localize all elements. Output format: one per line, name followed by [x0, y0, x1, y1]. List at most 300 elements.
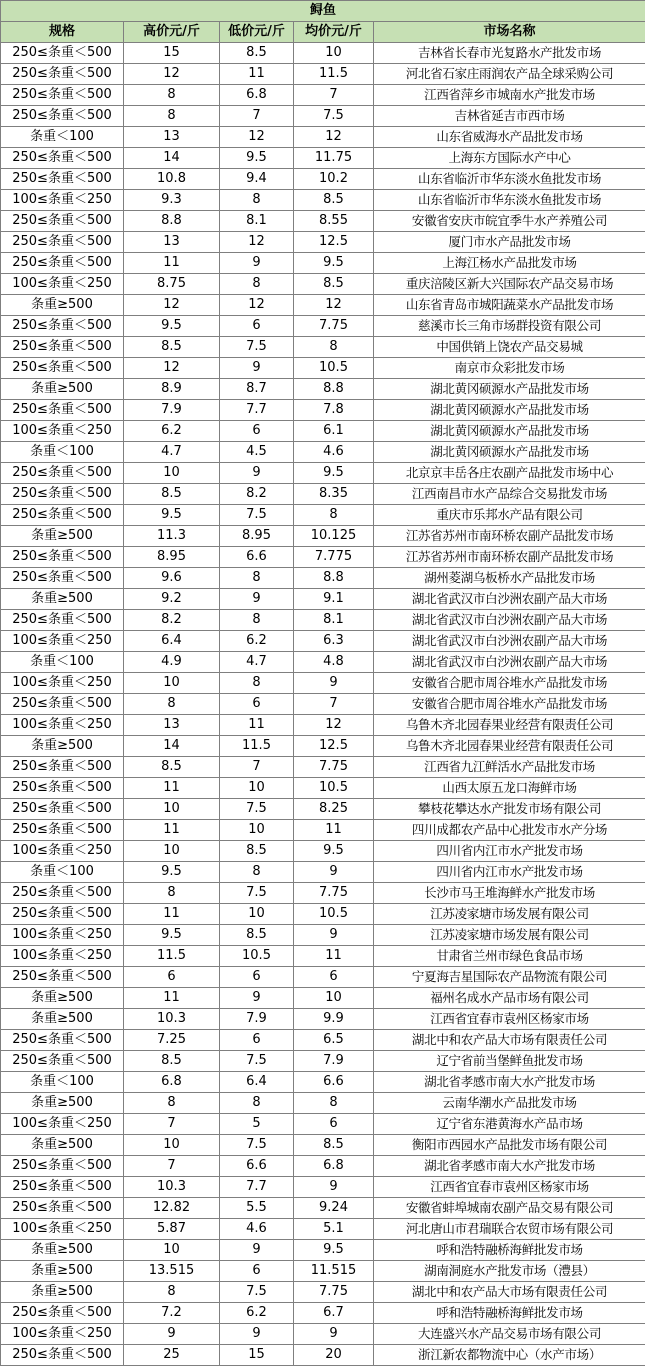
- cell-market: 四川成都农产品中心批发市水产分场: [374, 820, 645, 841]
- cell-spec: 250≤条重＜500: [1, 358, 124, 379]
- table-row: [1, 904, 645, 925]
- cell-high-price: 13: [124, 127, 220, 148]
- cell-avg-price: 8: [294, 337, 374, 358]
- cell-low-price: 5.5: [220, 1198, 294, 1219]
- cell-spec: 条重＜100: [1, 862, 124, 883]
- cell-market: 宁夏海吉星国际农产品物流有限公司: [374, 967, 645, 988]
- cell-market: 湖北黄冈硕源水产品批发市场: [374, 379, 645, 400]
- title-row: [1, 1, 645, 22]
- table-row: [1, 379, 645, 400]
- cell-low-price: 6.4: [220, 1072, 294, 1093]
- cell-market: 浙江新农都物流中心（水产市场）: [374, 1345, 645, 1366]
- cell-market: 江西省宜春市袁州区杨家市场: [374, 1177, 645, 1198]
- cell-low-price: 6: [220, 694, 294, 715]
- cell-high-price: 8: [124, 1282, 220, 1303]
- cell-avg-price: 6.7: [294, 1303, 374, 1324]
- cell-avg-price: 9.5: [294, 463, 374, 484]
- cell-spec: 250≤条重＜500: [1, 778, 124, 799]
- cell-avg-price: 10.5: [294, 358, 374, 379]
- cell-low-price: 10: [220, 820, 294, 841]
- table-row: [1, 1261, 645, 1282]
- cell-high-price: 7.9: [124, 400, 220, 421]
- table-body: [1, 43, 645, 1366]
- table-row: [1, 925, 645, 946]
- table-row: [1, 1177, 645, 1198]
- cell-avg-price: 6: [294, 967, 374, 988]
- cell-spec: 100≤条重＜250: [1, 190, 124, 211]
- cell-high-price: 13: [124, 715, 220, 736]
- cell-market: 北京京丰岳各庄农副产品批发市场中心: [374, 463, 645, 484]
- table-row: [1, 694, 645, 715]
- header-high-price: 高价元/斤: [124, 22, 220, 43]
- cell-market: 慈溪市长三角市场群投资有限公司: [374, 316, 645, 337]
- cell-spec: 100≤条重＜250: [1, 274, 124, 295]
- cell-high-price: 9.2: [124, 589, 220, 610]
- table-row: [1, 148, 645, 169]
- cell-low-price: 7.7: [220, 1177, 294, 1198]
- cell-spec: 250≤条重＜500: [1, 463, 124, 484]
- cell-low-price: 10: [220, 778, 294, 799]
- cell-spec: 条重≥500: [1, 1093, 124, 1114]
- table-row: [1, 799, 645, 820]
- cell-market: 长沙市马王堆海鲜水产批发市场: [374, 883, 645, 904]
- cell-avg-price: 8.35: [294, 484, 374, 505]
- cell-spec: 100≤条重＜250: [1, 841, 124, 862]
- cell-market: 攀枝花攀达水产批发市场有限公司: [374, 799, 645, 820]
- cell-spec: 250≤条重＜500: [1, 85, 124, 106]
- cell-low-price: 6: [220, 967, 294, 988]
- cell-spec: 250≤条重＜500: [1, 1303, 124, 1324]
- cell-market: 呼和浩特融桥海鲜批发市场: [374, 1303, 645, 1324]
- cell-high-price: 6.2: [124, 421, 220, 442]
- header-low-price: 低价元/斤: [220, 22, 294, 43]
- cell-low-price: 7: [220, 106, 294, 127]
- cell-market: 安徽省蚌埠城南农副产品交易有限公司: [374, 1198, 645, 1219]
- cell-spec: 100≤条重＜250: [1, 1219, 124, 1240]
- table-row: [1, 988, 645, 1009]
- cell-market: 江苏省苏州市南环桥农副产品批发市场: [374, 526, 645, 547]
- table-row: [1, 1324, 645, 1345]
- cell-market: 山东省临沂市华东淡水鱼批发市场: [374, 190, 645, 211]
- cell-high-price: 11: [124, 904, 220, 925]
- cell-high-price: 9.5: [124, 505, 220, 526]
- cell-market: 山东省威海水产品批发市场: [374, 127, 645, 148]
- table-row: [1, 1093, 645, 1114]
- cell-market: 江西省宜春市袁州区杨家市场: [374, 1009, 645, 1030]
- cell-avg-price: 8.25: [294, 799, 374, 820]
- cell-low-price: 12: [220, 127, 294, 148]
- cell-high-price: 8.2: [124, 610, 220, 631]
- cell-spec: 250≤条重＜500: [1, 148, 124, 169]
- cell-high-price: 9.5: [124, 862, 220, 883]
- cell-avg-price: 8.8: [294, 568, 374, 589]
- cell-avg-price: 11.515: [294, 1261, 374, 1282]
- cell-low-price: 7.7: [220, 400, 294, 421]
- cell-low-price: 10.5: [220, 946, 294, 967]
- cell-avg-price: 7: [294, 694, 374, 715]
- cell-high-price: 8: [124, 694, 220, 715]
- table-row: [1, 967, 645, 988]
- cell-high-price: 6.4: [124, 631, 220, 652]
- table-row: [1, 1219, 645, 1240]
- table-row: [1, 274, 645, 295]
- cell-low-price: 9: [220, 358, 294, 379]
- table-row: [1, 1345, 645, 1366]
- cell-high-price: 8.95: [124, 547, 220, 568]
- cell-spec: 条重＜100: [1, 1072, 124, 1093]
- table-row: [1, 1135, 645, 1156]
- table-row: [1, 106, 645, 127]
- cell-low-price: 8: [220, 610, 294, 631]
- cell-low-price: 8.1: [220, 211, 294, 232]
- table-row: [1, 610, 645, 631]
- cell-low-price: 6: [220, 316, 294, 337]
- cell-low-price: 8.5: [220, 841, 294, 862]
- table-row: [1, 883, 645, 904]
- cell-spec: 条重≥500: [1, 1240, 124, 1261]
- cell-spec: 250≤条重＜500: [1, 316, 124, 337]
- cell-avg-price: 9.9: [294, 1009, 374, 1030]
- cell-high-price: 9.6: [124, 568, 220, 589]
- table-row: [1, 841, 645, 862]
- table-row: [1, 190, 645, 211]
- cell-low-price: 15: [220, 1345, 294, 1366]
- cell-market: 江苏凌家塘市场发展有限公司: [374, 904, 645, 925]
- table-row: [1, 127, 645, 148]
- cell-high-price: 13.515: [124, 1261, 220, 1282]
- cell-low-price: 7.5: [220, 337, 294, 358]
- cell-high-price: 8.5: [124, 757, 220, 778]
- cell-avg-price: 9.5: [294, 253, 374, 274]
- cell-high-price: 12: [124, 295, 220, 316]
- cell-spec: 条重≥500: [1, 526, 124, 547]
- table-row: [1, 358, 645, 379]
- cell-low-price: 8.7: [220, 379, 294, 400]
- cell-avg-price: 8.5: [294, 1135, 374, 1156]
- cell-low-price: 6: [220, 1030, 294, 1051]
- cell-high-price: 6.8: [124, 1072, 220, 1093]
- cell-spec: 250≤条重＜500: [1, 694, 124, 715]
- table-row: [1, 1114, 645, 1135]
- cell-high-price: 8.75: [124, 274, 220, 295]
- cell-avg-price: 12.5: [294, 232, 374, 253]
- cell-low-price: 8: [220, 862, 294, 883]
- cell-market: 湖北省孝感市南大水产批发市场: [374, 1156, 645, 1177]
- cell-avg-price: 11.75: [294, 148, 374, 169]
- cell-spec: 250≤条重＜500: [1, 232, 124, 253]
- cell-avg-price: 6.8: [294, 1156, 374, 1177]
- cell-avg-price: 7.75: [294, 757, 374, 778]
- cell-avg-price: 9.5: [294, 1240, 374, 1261]
- cell-spec: 250≤条重＜500: [1, 1156, 124, 1177]
- cell-high-price: 9.3: [124, 190, 220, 211]
- table-row: [1, 337, 645, 358]
- cell-spec: 250≤条重＜500: [1, 64, 124, 85]
- cell-high-price: 14: [124, 148, 220, 169]
- cell-spec: 条重＜100: [1, 652, 124, 673]
- cell-avg-price: 9.1: [294, 589, 374, 610]
- cell-avg-price: 10.2: [294, 169, 374, 190]
- cell-avg-price: 9: [294, 925, 374, 946]
- cell-high-price: 4.9: [124, 652, 220, 673]
- cell-high-price: 7.25: [124, 1030, 220, 1051]
- cell-market: 湖北省武汉市白沙洲农副产品大市场: [374, 589, 645, 610]
- cell-market: 江西南昌市水产品综合交易批发市场: [374, 484, 645, 505]
- cell-market: 湖北省孝感市南大水产批发市场: [374, 1072, 645, 1093]
- cell-low-price: 11.5: [220, 736, 294, 757]
- cell-spec: 100≤条重＜250: [1, 715, 124, 736]
- cell-spec: 250≤条重＜500: [1, 820, 124, 841]
- cell-low-price: 9: [220, 988, 294, 1009]
- cell-spec: 条重≥500: [1, 1135, 124, 1156]
- cell-spec: 250≤条重＜500: [1, 568, 124, 589]
- cell-market: 辽宁省东港黄海水产品市场: [374, 1114, 645, 1135]
- cell-spec: 条重≥500: [1, 1261, 124, 1282]
- cell-avg-price: 9.5: [294, 841, 374, 862]
- cell-avg-price: 8: [294, 505, 374, 526]
- table-row: [1, 862, 645, 883]
- cell-avg-price: 6.6: [294, 1072, 374, 1093]
- cell-spec: 100≤条重＜250: [1, 631, 124, 652]
- cell-high-price: 5.87: [124, 1219, 220, 1240]
- cell-avg-price: 12: [294, 715, 374, 736]
- table-row: [1, 1030, 645, 1051]
- table-row: [1, 778, 645, 799]
- cell-market: 上海江杨水产品批发市场: [374, 253, 645, 274]
- cell-high-price: 8: [124, 883, 220, 904]
- cell-avg-price: 7.75: [294, 1282, 374, 1303]
- cell-avg-price: 10: [294, 988, 374, 1009]
- cell-low-price: 12: [220, 232, 294, 253]
- cell-high-price: 11: [124, 253, 220, 274]
- cell-spec: 250≤条重＜500: [1, 757, 124, 778]
- cell-spec: 条重≥500: [1, 1282, 124, 1303]
- cell-low-price: 11: [220, 64, 294, 85]
- cell-market: 江苏凌家塘市场发展有限公司: [374, 925, 645, 946]
- cell-spec: 条重≥500: [1, 736, 124, 757]
- cell-spec: 250≤条重＜500: [1, 169, 124, 190]
- header-avg-price: 均价元/斤: [294, 22, 374, 43]
- cell-spec: 250≤条重＜500: [1, 484, 124, 505]
- table-row: [1, 1051, 645, 1072]
- cell-market: 厦门市水产品批发市场: [374, 232, 645, 253]
- cell-avg-price: 8: [294, 1093, 374, 1114]
- cell-low-price: 8: [220, 274, 294, 295]
- cell-low-price: 8: [220, 1093, 294, 1114]
- table-row: [1, 1072, 645, 1093]
- cell-market: 湖北中和农产品大市场有限责任公司: [374, 1030, 645, 1051]
- table-row: [1, 505, 645, 526]
- table-row: [1, 1282, 645, 1303]
- table-row: [1, 1303, 645, 1324]
- cell-spec: 250≤条重＜500: [1, 1051, 124, 1072]
- table-title: 鲟鱼: [1, 1, 645, 22]
- cell-low-price: 9: [220, 589, 294, 610]
- cell-market: 乌鲁木齐北园春果业经营有限责任公司: [374, 736, 645, 757]
- cell-avg-price: 8.1: [294, 610, 374, 631]
- cell-high-price: 7.2: [124, 1303, 220, 1324]
- cell-market: 呼和浩特融桥海鲜批发市场: [374, 1240, 645, 1261]
- table-row: [1, 1198, 645, 1219]
- cell-market: 江苏省苏州市南环桥农副产品批发市场: [374, 547, 645, 568]
- cell-spec: 100≤条重＜250: [1, 925, 124, 946]
- table-row: [1, 946, 645, 967]
- cell-spec: 100≤条重＜250: [1, 421, 124, 442]
- cell-spec: 100≤条重＜250: [1, 673, 124, 694]
- cell-avg-price: 20: [294, 1345, 374, 1366]
- cell-high-price: 10: [124, 841, 220, 862]
- table-row: [1, 673, 645, 694]
- cell-low-price: 6.2: [220, 631, 294, 652]
- cell-high-price: 8.9: [124, 379, 220, 400]
- cell-high-price: 8: [124, 85, 220, 106]
- cell-spec: 250≤条重＜500: [1, 505, 124, 526]
- cell-spec: 250≤条重＜500: [1, 253, 124, 274]
- cell-avg-price: 7.775: [294, 547, 374, 568]
- cell-high-price: 8.5: [124, 1051, 220, 1072]
- cell-spec: 100≤条重＜250: [1, 1324, 124, 1345]
- table-row: [1, 820, 645, 841]
- cell-low-price: 9: [220, 1240, 294, 1261]
- cell-avg-price: 7.75: [294, 883, 374, 904]
- cell-low-price: 7.5: [220, 799, 294, 820]
- cell-market: 大连盛兴水产品交易市场有限公司: [374, 1324, 645, 1345]
- table-row: [1, 421, 645, 442]
- header-spec: 规格: [1, 22, 124, 43]
- cell-avg-price: 7.5: [294, 106, 374, 127]
- cell-market: 辽宁省前当堡鲜鱼批发市场: [374, 1051, 645, 1072]
- cell-high-price: 11: [124, 778, 220, 799]
- table-row: [1, 715, 645, 736]
- cell-high-price: 10.3: [124, 1009, 220, 1030]
- cell-spec: 250≤条重＜500: [1, 106, 124, 127]
- table-row: [1, 736, 645, 757]
- cell-market: 中国供销上饶农产品交易城: [374, 337, 645, 358]
- cell-avg-price: 5.1: [294, 1219, 374, 1240]
- cell-high-price: 8: [124, 1093, 220, 1114]
- cell-high-price: 9.5: [124, 316, 220, 337]
- cell-avg-price: 10.125: [294, 526, 374, 547]
- cell-market: 福州名成水产品市场有限公司: [374, 988, 645, 1009]
- table-row: [1, 568, 645, 589]
- cell-spec: 250≤条重＜500: [1, 610, 124, 631]
- cell-market: 重庆涪陵区新大兴国际农产品交易市场: [374, 274, 645, 295]
- cell-avg-price: 9: [294, 673, 374, 694]
- table-row: [1, 85, 645, 106]
- table-row: [1, 43, 645, 64]
- cell-low-price: 8: [220, 190, 294, 211]
- cell-market: 重庆市乐邦水产品有限公司: [374, 505, 645, 526]
- cell-high-price: 25: [124, 1345, 220, 1366]
- cell-high-price: 12: [124, 64, 220, 85]
- cell-avg-price: 8.5: [294, 190, 374, 211]
- cell-market: 四川省内江市水产批发市场: [374, 841, 645, 862]
- cell-avg-price: 7.8: [294, 400, 374, 421]
- cell-low-price: 6.6: [220, 547, 294, 568]
- cell-low-price: 8: [220, 568, 294, 589]
- cell-spec: 250≤条重＜500: [1, 1198, 124, 1219]
- cell-avg-price: 8.5: [294, 274, 374, 295]
- cell-market: 衡阳市西园水产品批发市场有限公司: [374, 1135, 645, 1156]
- cell-market: 湖南洞庭水产批发市场（澧县）: [374, 1261, 645, 1282]
- cell-spec: 250≤条重＜500: [1, 967, 124, 988]
- cell-market: 吉林省长春市光复路水产批发市场: [374, 43, 645, 64]
- cell-low-price: 8.5: [220, 43, 294, 64]
- cell-avg-price: 7.9: [294, 1051, 374, 1072]
- cell-spec: 250≤条重＜500: [1, 547, 124, 568]
- cell-high-price: 9: [124, 1324, 220, 1345]
- cell-avg-price: 6.3: [294, 631, 374, 652]
- cell-high-price: 11.3: [124, 526, 220, 547]
- table-row: [1, 316, 645, 337]
- table-row: [1, 1156, 645, 1177]
- cell-avg-price: 9.24: [294, 1198, 374, 1219]
- cell-low-price: 7.5: [220, 1282, 294, 1303]
- cell-avg-price: 8.8: [294, 379, 374, 400]
- cell-low-price: 8.95: [220, 526, 294, 547]
- cell-high-price: 10: [124, 799, 220, 820]
- cell-avg-price: 10.5: [294, 904, 374, 925]
- cell-low-price: 7.5: [220, 505, 294, 526]
- cell-avg-price: 11.5: [294, 64, 374, 85]
- cell-spec: 条重＜100: [1, 127, 124, 148]
- cell-market: 湖北黄冈硕源水产品批发市场: [374, 421, 645, 442]
- cell-market: 湖北黄冈硕源水产品批发市场: [374, 442, 645, 463]
- cell-spec: 250≤条重＜500: [1, 400, 124, 421]
- cell-low-price: 9.5: [220, 148, 294, 169]
- cell-market: 山东省青岛市城阳蔬菜水产品批发市场: [374, 295, 645, 316]
- cell-spec: 条重≥500: [1, 1009, 124, 1030]
- table-row: [1, 589, 645, 610]
- cell-market: 湖北省武汉市白沙洲农副产品大市场: [374, 610, 645, 631]
- cell-avg-price: 12: [294, 295, 374, 316]
- cell-market: 上海东方国际水产中心: [374, 148, 645, 169]
- cell-spec: 250≤条重＜500: [1, 1030, 124, 1051]
- cell-spec: 100≤条重＜250: [1, 1114, 124, 1135]
- cell-market: 乌鲁木齐北园春果业经营有限责任公司: [374, 715, 645, 736]
- cell-market: 安徽省安庆市皖宜季牛水产养殖公司: [374, 211, 645, 232]
- cell-market: 安徽省合肥市周谷堆水产品批发市场: [374, 694, 645, 715]
- cell-avg-price: 8.55: [294, 211, 374, 232]
- cell-high-price: 6: [124, 967, 220, 988]
- cell-market: 甘肃省兰州市绿色食品市场: [374, 946, 645, 967]
- cell-avg-price: 6.1: [294, 421, 374, 442]
- table-row: [1, 400, 645, 421]
- cell-high-price: 4.7: [124, 442, 220, 463]
- cell-avg-price: 10: [294, 43, 374, 64]
- cell-avg-price: 9: [294, 1324, 374, 1345]
- cell-spec: 条重≥500: [1, 589, 124, 610]
- cell-low-price: 7.5: [220, 883, 294, 904]
- cell-market: 安徽省合肥市周谷堆水产品批发市场: [374, 673, 645, 694]
- cell-high-price: 10: [124, 673, 220, 694]
- cell-avg-price: 4.8: [294, 652, 374, 673]
- cell-low-price: 11: [220, 715, 294, 736]
- cell-high-price: 11.5: [124, 946, 220, 967]
- cell-spec: 250≤条重＜500: [1, 1345, 124, 1366]
- table-row: [1, 253, 645, 274]
- cell-avg-price: 9: [294, 1177, 374, 1198]
- cell-market: 云南华潮水产品批发市场: [374, 1093, 645, 1114]
- cell-market: 湖北省武汉市白沙洲农副产品大市场: [374, 652, 645, 673]
- cell-spec: 250≤条重＜500: [1, 904, 124, 925]
- cell-high-price: 8.5: [124, 484, 220, 505]
- cell-low-price: 5: [220, 1114, 294, 1135]
- table-row: [1, 484, 645, 505]
- table-row: [1, 442, 645, 463]
- cell-low-price: 9: [220, 463, 294, 484]
- cell-high-price: 10.3: [124, 1177, 220, 1198]
